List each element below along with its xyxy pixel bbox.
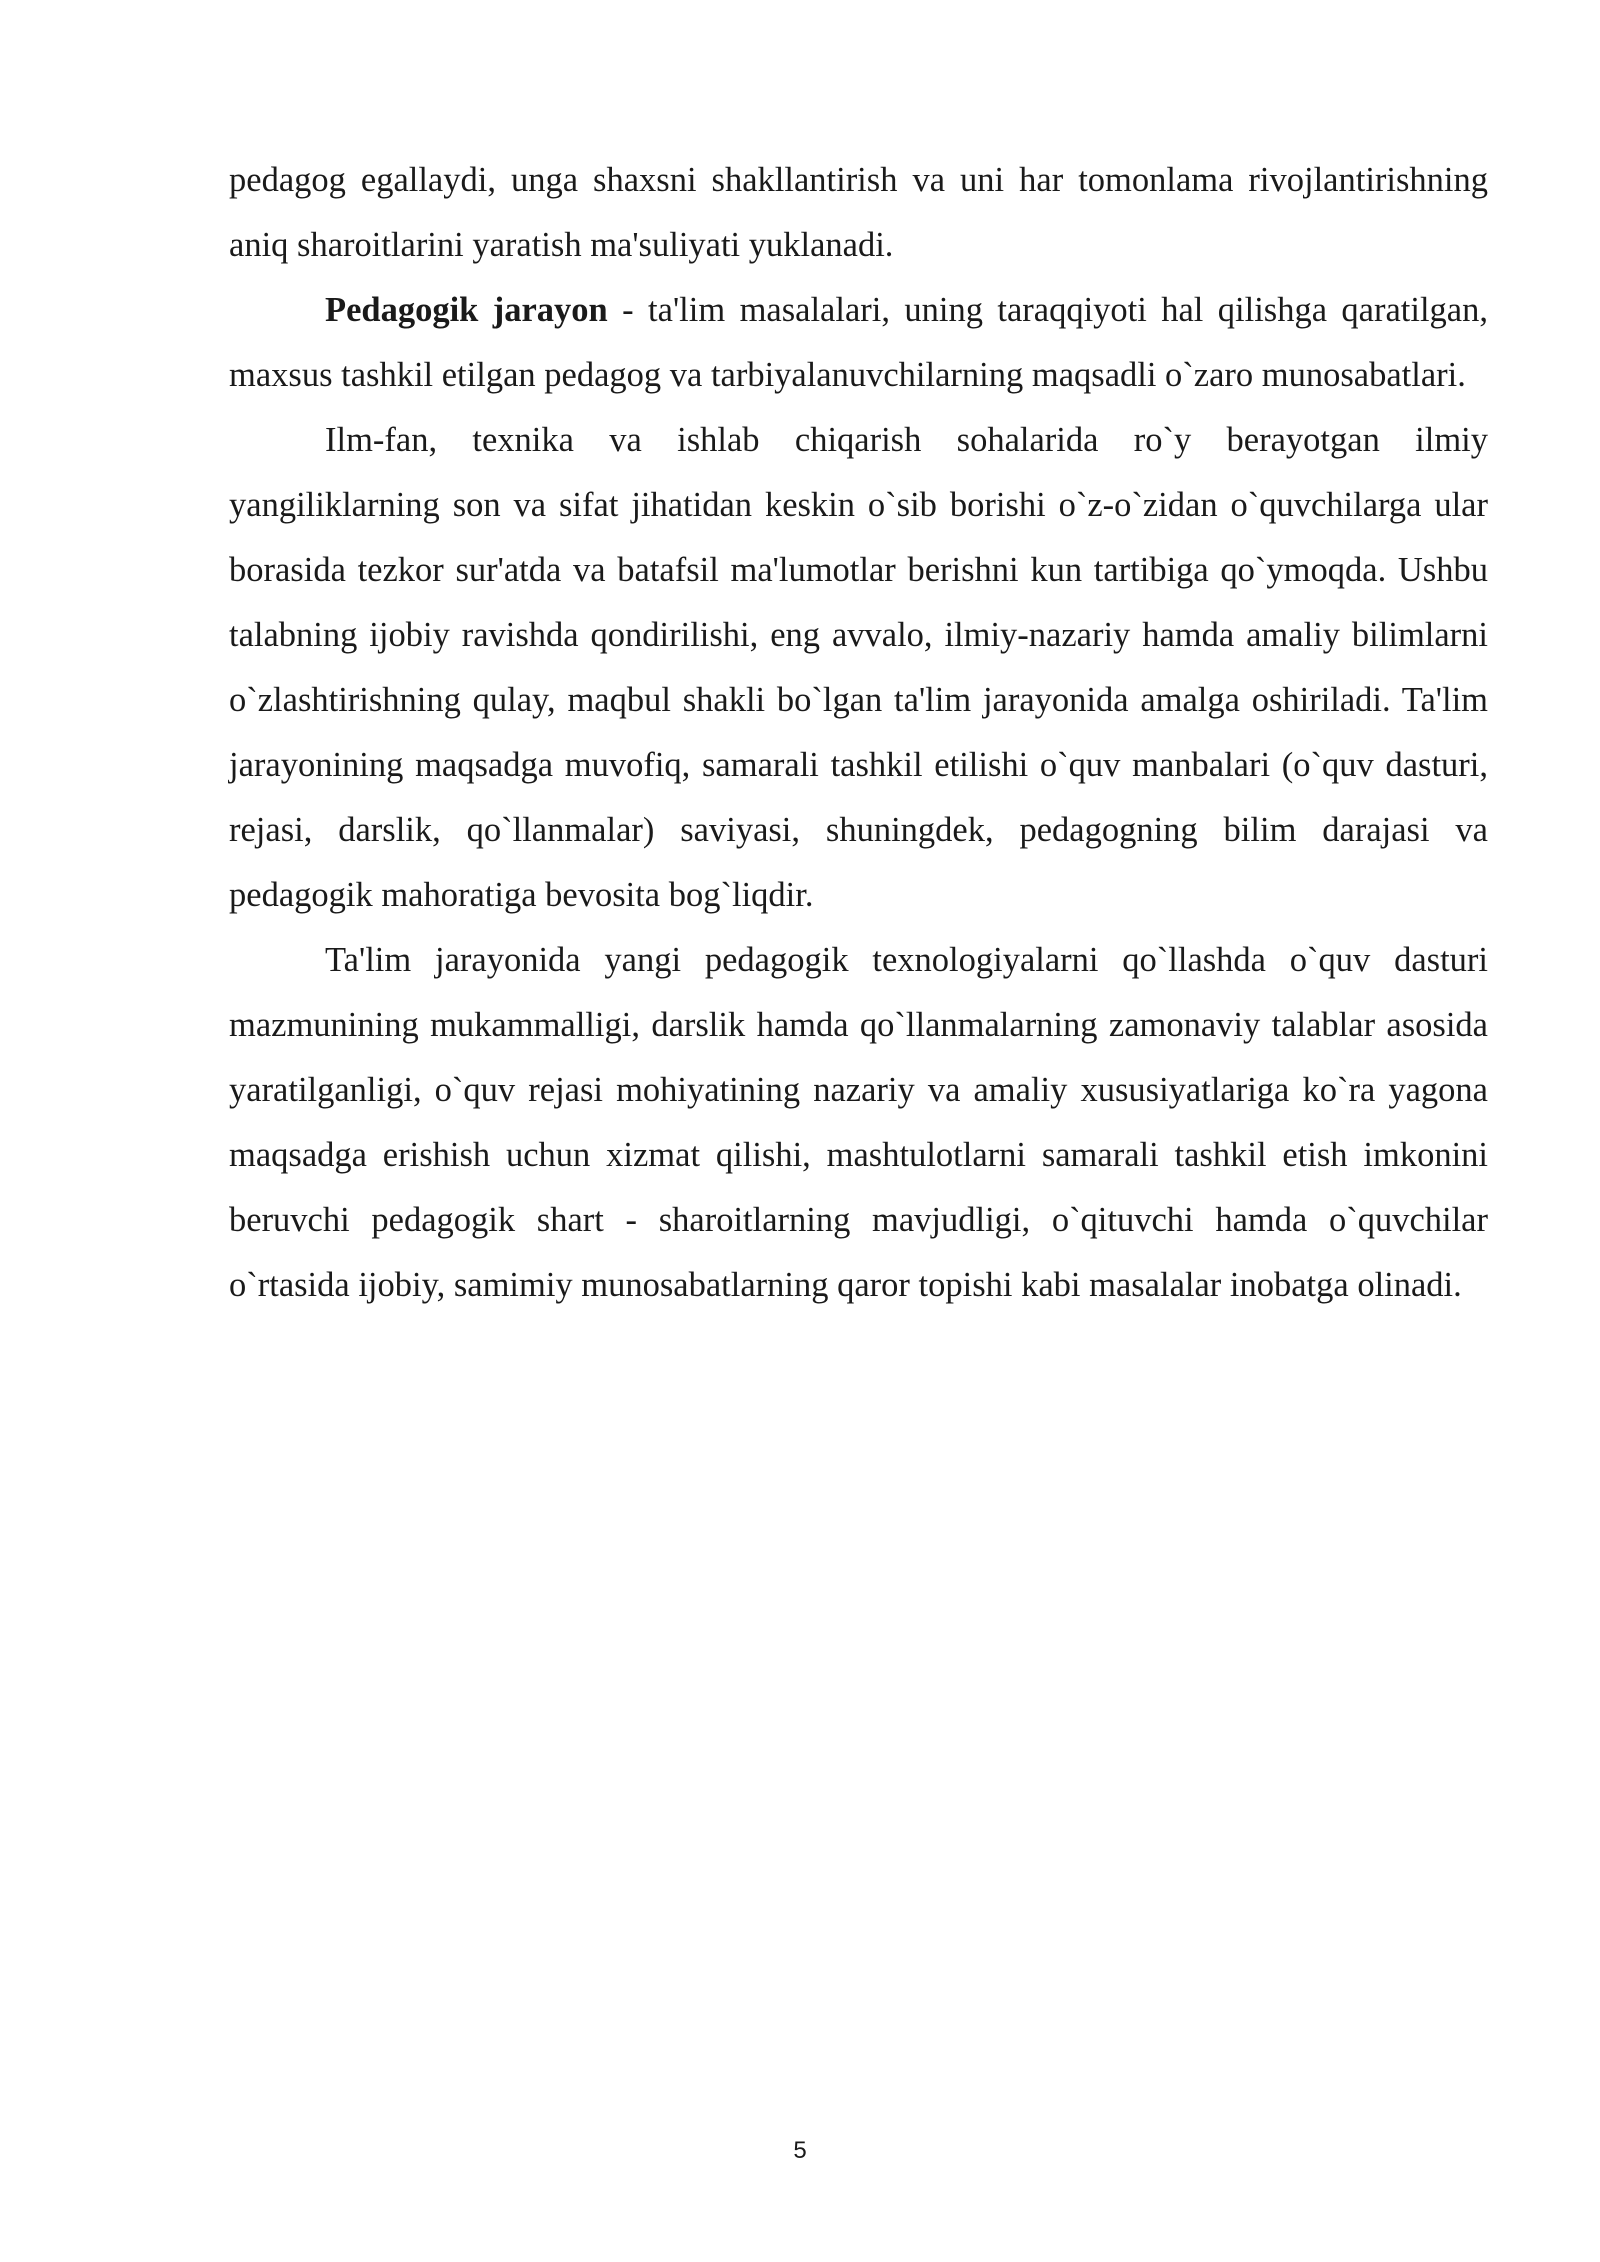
defined-term: Pedagogik jarayon [325, 291, 608, 329]
page-number: 5 [793, 2137, 807, 2164]
paragraph-text: Ilm-fan, texnika va ishlab chiqarish sohalarida ro`y berayotgan ilmiy yangiliklarning son va sifat jihatidan keskin o`sib borishi o`z-o`zidan o`quvchilarga ular borasida tezkor sur'atda va batafsil ma'lumotlar berishni kun tartibiga qo`ymoqda. Ushbu talabning ijobiy ravishda qondirilishi, eng avvalo, ilmiy-nazariy hamda amaliy bilimlarni o`zlashtirishning qulay, maqbul shakli bo`lgan ta'lim jarayonida amalga oshiriladi. Ta'lim jarayonining maqsadga muvofiq, samarali tashkil etilishi o`quv manbalari (o`quv dasturi, rejasi, darslik, qo`llanmalar) saviyasi, shuningdek, pedagogning bilim darajasi va pedagogik mahoratiga bevosita bog`liqdir. [229, 421, 1488, 914]
paragraph-text: pedagog egallaydi, unga shaxsni shakllantirish va uni har tomonlama rivojlantirishning aniq sharoitlarini yaratish ma'suliyati yuklanadi. [229, 161, 1488, 264]
paragraph-definition [229, 278, 1488, 408]
paragraph-text: - ta'lim masalalari, uning taraqqiyoti hal qilishga qaratilgan, maxsus tashkil etilgan pedagog va tarbiyalanuvchilarning maqsadli o`zaro munosabatlari. [229, 291, 1488, 394]
paragraph-continuation [229, 148, 1488, 278]
document-body [229, 148, 1488, 1318]
paragraph [229, 928, 1488, 1318]
paragraph [229, 408, 1488, 928]
paragraph-text: Ta'lim jarayonida yangi pedagogik texnologiyalarni qo`llashda o`quv dasturi mazmunining mukammalligi, darslik hamda qo`llanmalarning zamonaviy talablar asosida yaratilganligi, o`quv rejasi mohiyatining nazariy va amaliy xususiyatlariga ko`ra yagona maqsadga erishish uchun xizmat qilishi, mashtulotlarni samarali tashkil etish imkonini beruvchi pedagogik shart - sharoitlarning mavjudligi, o`qituvchi hamda o`quvchilar o`rtasida ijobiy, samimiy munosabatlarning qaror topishi kabi masalalar inobatga olinadi. [229, 941, 1488, 1304]
